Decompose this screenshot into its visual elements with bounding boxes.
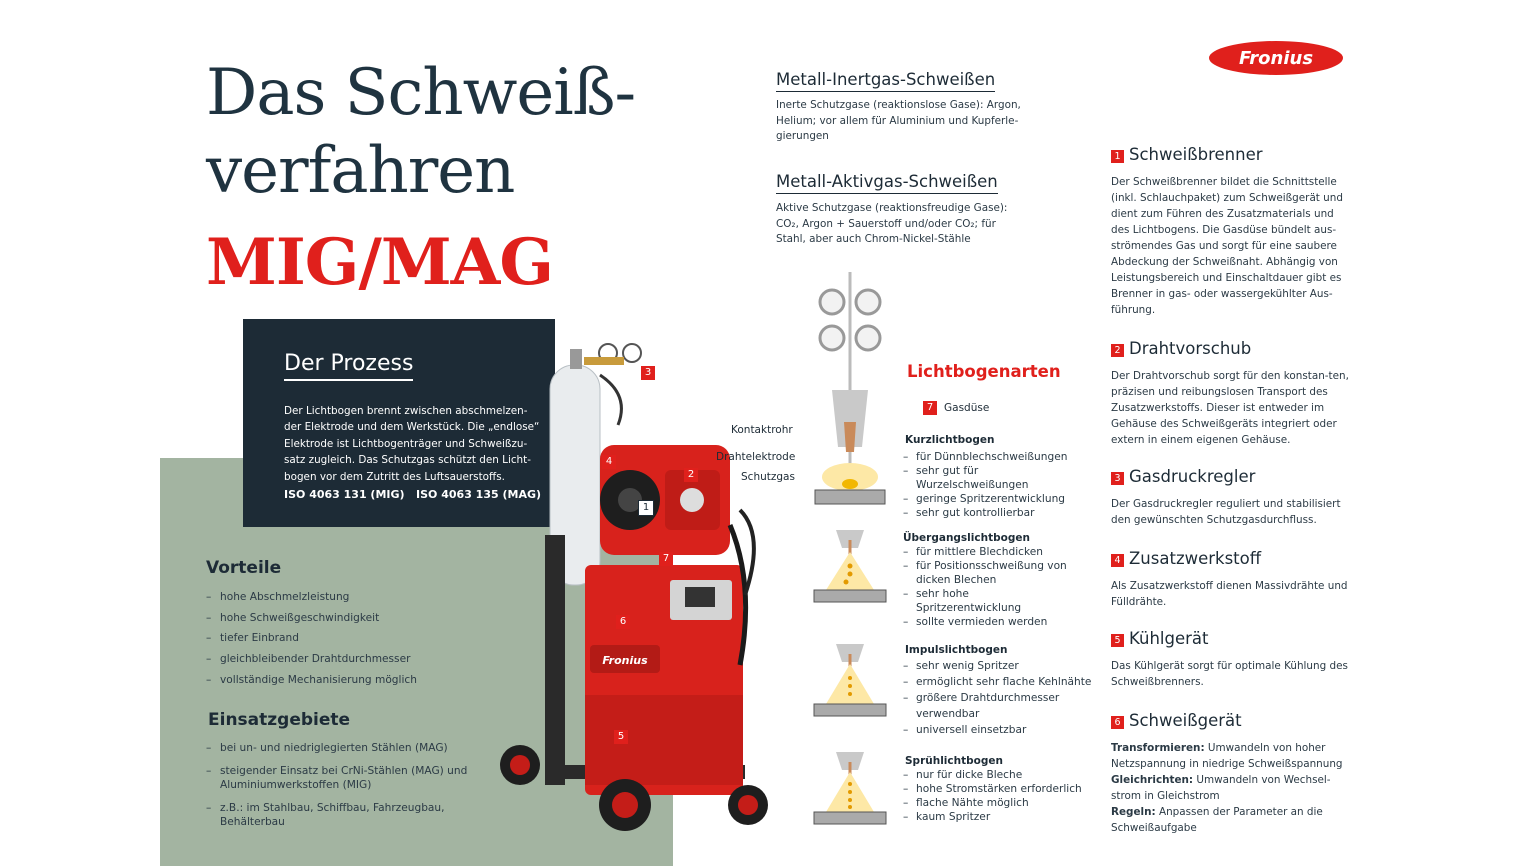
arc-illustration-spruehen: [812, 752, 888, 828]
list-item: – ermöglicht sehr flache Kehlnähte: [903, 674, 1098, 690]
process-iso: ISO 4063 131 (MIG) ISO 4063 135 (MAG): [284, 488, 542, 501]
mig-body: Inerte Schutzgase (reaktionslose Gase): Argon, Helium; vor allem für Aluminium und Kupferle-gierungen: [776, 99, 1021, 142]
label-kontaktrohr: Kontaktrohr: [731, 424, 793, 436]
list-item: – kaum Spritzer: [903, 810, 1098, 824]
process-body: Der Lichtbogen brennt zwischen abschmelzen-der Elektrode und dem Werkstück. Die „endlose“ Elektrode ist Lichtbogenträger und Schweißzu-satz zugleich. Das Schutzgas schützt den Licht-bogen vor dem Zutritt des Luftsauerstoffs.: [284, 405, 540, 483]
headline-line-2: verfahren: [206, 134, 515, 208]
list-item: – sehr hohe Spritzerentwicklung: [903, 587, 1073, 615]
list-item: – sehr gut für Wurzelschweißungen: [903, 464, 1078, 492]
component-body: Als Zusatzwerkstoff dienen Massivdrähte und Fülldrähte.: [1111, 580, 1348, 608]
component-title: 2 Drahtvorschub: [1111, 339, 1251, 358]
arc-type-list: [903, 450, 1078, 520]
list-item: – für Dünnblechschweißungen: [903, 450, 1078, 464]
welding-machine-illustration: [490, 335, 780, 845]
list-item: – vollständige Mechanisierung möglich: [206, 670, 417, 691]
svg-text:Fronius: Fronius: [602, 654, 648, 667]
vorteile-title: Vorteile: [206, 558, 282, 578]
list-item: – flache Nähte möglich: [903, 796, 1098, 810]
list-item: – bei un- und niedriglegierten Stählen (MAG): [206, 741, 476, 755]
component-body: Transformieren: Umwandeln von hoher Netzspannung in niedrige Schweißspannung Gleichrichten: Umwandeln von Wechsel-strom in Gleichstrom Regeln: Anpassen der Parameter an die Schweißaufgabe: [1111, 742, 1343, 834]
list-item: – geringe Spritzerentwicklung: [903, 492, 1078, 506]
arc-type-name: Übergangslichtbogen: [903, 532, 1030, 544]
list-item: – z.B.: im Stahlbau, Schiffbau, Fahrzeugbau, Behälterbau: [206, 801, 476, 829]
list-item: – tiefer Einbrand: [206, 628, 417, 649]
list-item: – sehr wenig Spritzer: [903, 658, 1098, 674]
label-schutzgas: Schutzgas: [741, 471, 795, 483]
arcs-title: Lichtbogenarten: [907, 362, 1061, 381]
badge-5: 5: [614, 730, 628, 744]
list-item: – universell einsetzbar: [903, 722, 1098, 738]
component-body: Das Kühlgerät sorgt für optimale Kühlung des Schweißbrenners.: [1111, 660, 1348, 688]
list-item: – sehr gut kontrollierbar: [903, 506, 1078, 520]
badge-6: 6: [616, 615, 630, 629]
arc-type-name: Kurzlichtbogen: [905, 434, 995, 446]
arc-illustration-impuls: [812, 644, 888, 720]
label-drahtelektrode: Drahtelektrode: [716, 451, 796, 463]
list-item: – steigender Einsatz bei CrNi-Stählen (MAG) und Aluminiumwerkstoffen (MIG): [206, 764, 476, 792]
badge-4: 4: [602, 455, 616, 469]
mag-body: Aktive Schutzgase (reaktionsfreudige Gase): CO₂, Argon + Sauerstoff und/oder CO₂; für Stahl, aber auch Chrom-Nickel-Stähle: [776, 202, 1008, 245]
component-title: 3 Gasdruckregler: [1111, 467, 1255, 486]
component-body: Der Drahtvorschub sorgt für den konstan-ten, präzisen und reibungslosen Transport des Zusatzwerkstoffs. Dieser ist entweder im Gehäuse des Schweißgeräts integriert oder extern in einem eigenen Gehäuse.: [1111, 370, 1349, 446]
component-title: 5 Kühlgerät: [1111, 629, 1209, 648]
mag-title: Metall-Aktivgas-Schweißen: [776, 172, 998, 194]
component-title: 4 Zusatzwerkstoff: [1111, 549, 1261, 568]
list-item: – für Positionsschweißung von dicken Blechen: [903, 559, 1073, 587]
arc-illustration-uebergang: [812, 530, 888, 606]
process-title: Der Prozess: [284, 351, 413, 381]
arc-type-list: [903, 545, 1073, 629]
component-title: 6 Schweißgerät: [1111, 711, 1242, 730]
arc-type-list: [903, 658, 1098, 738]
list-item: – sollte vermieden werden: [903, 615, 1073, 629]
list-item: – hohe Stromstärken erforderlich: [903, 782, 1098, 796]
einsatz-title: Einsatzgebiete: [208, 710, 351, 730]
fronius-logo: [1208, 40, 1344, 76]
torch-diagram: [810, 272, 890, 512]
list-item: – nur für dicke Bleche: [903, 768, 1098, 782]
arc-type-name: Sprühlichtbogen: [905, 755, 1003, 767]
component-body: Der Schweißbrenner bildet die Schnittstelle (inkl. Schlauchpaket) zum Schweißgerät und dient zum Führen des Zusatzmaterials und des Lichtbogens. Die Gasdüse bündelt aus-strömendes Gas und sorgt für eine saubere Abdeckung der Schweißnaht. Abhängig von Leistungsbereich und Einschaltdauer gibt es Brenner in gas- oder wassergekühlter Aus-führung.: [1111, 176, 1343, 316]
badge-7: 7: [659, 552, 673, 566]
list-item: – gleichbleibender Drahtdurchmesser: [206, 649, 417, 670]
headline-line-1: Das Schweiß-: [206, 56, 636, 130]
badge-3: 3: [641, 366, 655, 380]
einsatz-list: [206, 741, 476, 829]
arc-type-name: Impulslichtbogen: [905, 644, 1008, 656]
component-title: 1 Schweißbrenner: [1111, 145, 1263, 164]
badge-gasduese: 7: [923, 401, 937, 415]
label-gasduese: Gasdüse: [944, 402, 990, 414]
svg-text:Fronius: Fronius: [1238, 48, 1314, 69]
list-item: – hohe Abschmelzleistung: [206, 587, 417, 608]
list-item: – größere Drahtdurchmesser verwendbar: [903, 690, 1071, 722]
vorteile-list: [206, 587, 417, 691]
list-item: – für mittlere Blechdicken: [903, 545, 1073, 559]
headline-line-3: MIG/MAG: [206, 225, 553, 300]
list-item: – hohe Schweißgeschwindigkeit: [206, 608, 417, 629]
arc-type-list: [903, 768, 1098, 824]
badge-1: 1: [638, 500, 654, 516]
component-body: Der Gasdruckregler reguliert und stabilisiert den gewünschten Schutzgasdurchfluss.: [1111, 498, 1341, 526]
badge-2: 2: [684, 468, 698, 482]
mig-title: Metall-Inertgas-Schweißen: [776, 70, 995, 92]
